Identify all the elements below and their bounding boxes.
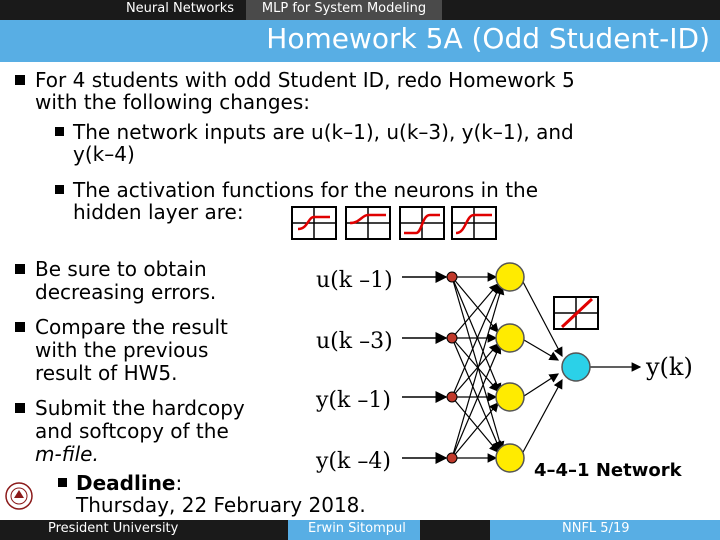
course-tab[interactable]: Neural Networks	[125, 1, 235, 16]
input-label-4: y(k –4)	[316, 449, 391, 474]
bullet-4-line-3: m-file.	[35, 442, 99, 466]
input-label-2: u(k –3)	[316, 329, 393, 354]
input-label-3: y(k –1)	[316, 388, 391, 413]
sub-bullet-marker	[58, 478, 67, 487]
activation-function-icon-3	[400, 207, 444, 239]
bullet-marker	[15, 264, 25, 274]
bullet-3-line-3: result of HW5.	[35, 361, 178, 385]
network-diagram	[300, 240, 720, 480]
footer-university: President University	[48, 521, 179, 536]
hidden-neuron	[496, 383, 524, 411]
bullet-3-line-2: with the previous	[35, 338, 209, 362]
slide-title: Homework 5A (Odd Student-ID)	[266, 22, 710, 55]
bullet-marker	[15, 75, 25, 85]
bullet-2-line-1: Be sure to obtain	[35, 257, 207, 281]
activation-functions	[290, 205, 500, 243]
deadline-label: Deadline	[76, 471, 176, 495]
bullet-marker	[15, 403, 25, 413]
activation-function-icon-2	[346, 207, 390, 239]
activation-function-icon-1	[292, 207, 336, 239]
university-logo	[4, 476, 34, 516]
input-node	[447, 392, 457, 402]
footer-author: Erwin Sitompul	[308, 521, 406, 536]
sub-bullet-1-line-2: y(k–4)	[73, 142, 135, 166]
bullet-4-line-1: Submit the hardcopy	[35, 396, 245, 420]
sub-bullet-1-line-1: The network inputs are u(k–1), u(k–3), y(k–1), and	[73, 120, 574, 144]
deadline-date: Thursday, 22 February 2018.	[76, 493, 366, 517]
bullet-4-line-2: and softcopy of the	[35, 419, 229, 443]
sub-bullet-marker	[55, 185, 64, 194]
bullet-1-line-1: For 4 students with odd Student ID, redo Homework 5	[35, 68, 575, 92]
sub-bullet-marker	[55, 127, 64, 136]
network-label: 4–4–1 Network	[534, 460, 682, 481]
bullet-3-line-1: Compare the result	[35, 315, 228, 339]
bullet-1-line-2: with the following changes:	[35, 90, 310, 114]
hidden-neuron	[496, 263, 524, 291]
output-activation-icon	[554, 297, 598, 329]
bullet-2-line-2: decreasing errors.	[35, 280, 217, 304]
output-label: y(k)	[646, 353, 693, 381]
footer-page-number: NNFL 5/19	[562, 521, 630, 536]
title-bar	[0, 20, 720, 62]
bullet-marker	[15, 322, 25, 332]
input-label-1: u(k –1)	[316, 268, 393, 293]
hidden-neuron	[496, 324, 524, 352]
deadline-colon: :	[175, 471, 183, 495]
output-neuron	[562, 353, 590, 381]
topic-tab[interactable]: MLP for System Modeling	[246, 0, 442, 20]
input-node	[447, 333, 457, 343]
deadline-heading	[76, 472, 182, 494]
top-bar	[0, 0, 720, 20]
sub-bullet-2-line-2: hidden layer are:	[73, 200, 244, 224]
input-node	[447, 453, 457, 463]
sub-bullet-2-line-1: The activation functions for the neurons in the	[73, 178, 539, 202]
hidden-neuron	[496, 444, 524, 472]
input-node	[447, 272, 457, 282]
activation-function-icon-4	[452, 207, 496, 239]
